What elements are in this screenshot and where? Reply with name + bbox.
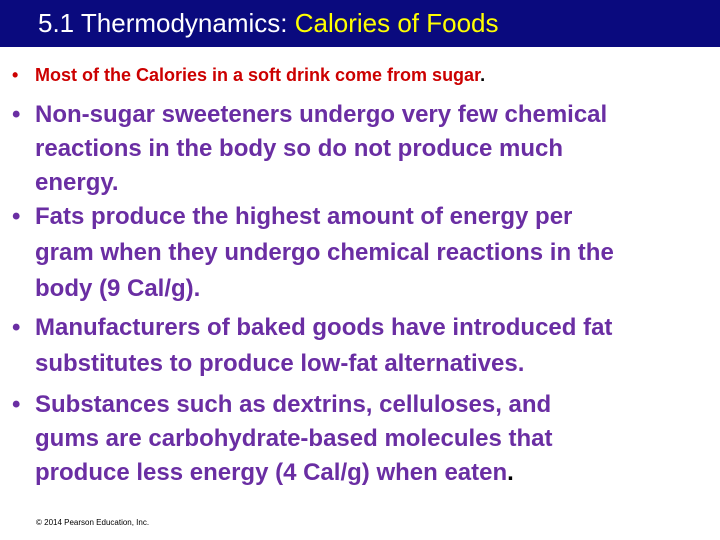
bullet-line: Substances such as dextrins, celluloses, and xyxy=(35,391,552,418)
slide-title-main: 5.1 Thermodynamics: xyxy=(38,8,295,38)
bullet-line: energy. xyxy=(35,169,119,196)
title-bar xyxy=(0,0,720,47)
bullet-tail: . xyxy=(507,459,514,486)
bullet-line: substitutes to produce low-fat alternatives. xyxy=(35,350,525,377)
bullet-line: gums are carbohydrate-based molecules that xyxy=(35,425,553,452)
bullet-icon: • xyxy=(12,101,21,128)
bullet-line: Most of the Calories in a soft drink come from sugar xyxy=(35,65,481,85)
bullet-icon: • xyxy=(12,203,21,230)
bullet-text xyxy=(35,64,715,86)
slide-title xyxy=(38,7,499,39)
bullet-icon: • xyxy=(12,391,21,418)
bullet-line: reactions in the body so do not produce much xyxy=(35,135,564,162)
bullet-line: Non-sugar sweeteners undergo very few chemical xyxy=(35,101,608,128)
bullet-line: body (9 Cal/g). xyxy=(35,275,201,302)
slide-title-accent: Calories of Foods xyxy=(294,8,499,38)
bullet-icon: • xyxy=(12,65,19,85)
bullet-line: produce less energy (4 Cal/g) when eaten xyxy=(35,459,508,486)
bullet-icon: • xyxy=(12,314,21,341)
bullet-tail: . xyxy=(480,65,486,85)
bullet-line: Fats produce the highest amount of energy per xyxy=(35,203,573,230)
bullet-line: Manufacturers of baked goods have introduced fat xyxy=(35,314,613,341)
bullet-line: gram when they undergo chemical reactions in the xyxy=(35,239,614,266)
bullet-line-last xyxy=(35,458,514,488)
copyright-notice: © 2014 Pearson Education, Inc. xyxy=(36,518,150,527)
